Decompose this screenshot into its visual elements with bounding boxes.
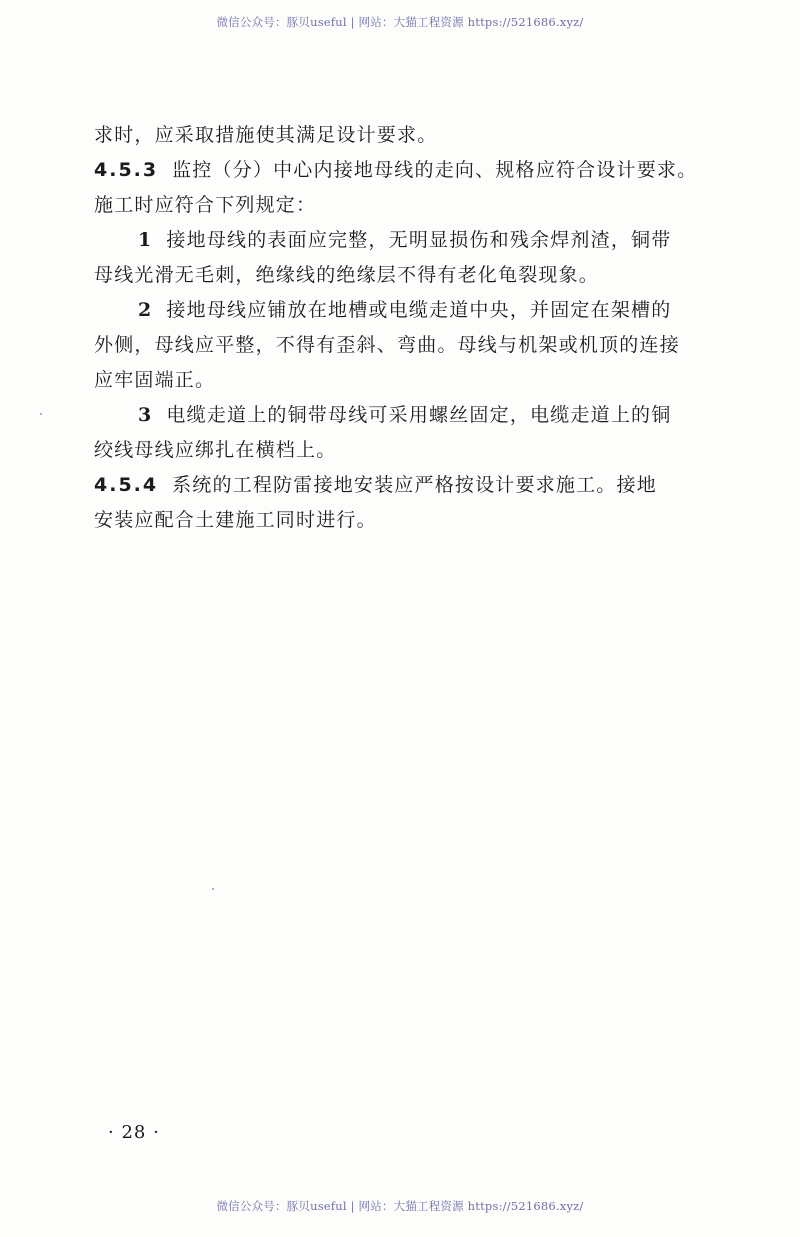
clause-number: 4.5.4	[94, 474, 159, 496]
item-number: 3	[138, 404, 153, 426]
watermark-top: 微信公众号：豚贝useful | 网站：大猫工程资源 https://521686.xyz/	[216, 15, 584, 29]
item-text: 接地母线应铺放在地槽或电缆走道中央，并固定在架槽的	[166, 299, 672, 321]
clause-4-5-3-line1	[94, 153, 724, 188]
clause-4-5-4-line2: 安装应配合土建施工同时进行。	[94, 509, 377, 531]
item-3-line2: 绞线母线应绑扎在横档上。	[94, 439, 337, 461]
text-line-continuation: 求时，应采取措施使其满足设计要求。	[94, 124, 438, 146]
clause-number: 4.5.3	[94, 159, 159, 181]
item-text: 接地母线的表面应完整，无明显损伤和残余焊剂渣，铜带	[166, 229, 672, 251]
scan-speck	[40, 413, 42, 415]
item-2-line1	[94, 293, 724, 328]
item-text: 电缆走道上的铜带母线可采用螺丝固定，电缆走道上的铜	[166, 404, 672, 426]
item-2-line3: 应牢固端正。	[94, 369, 216, 391]
item-3-line1	[94, 398, 724, 433]
item-1-line1	[94, 223, 724, 258]
item-1-line2: 母线光滑无毛刺，绝缘线的绝缘层不得有老化龟裂现象。	[94, 264, 600, 286]
clause-4-5-4-line1	[94, 468, 724, 503]
scan-speck	[212, 888, 214, 890]
item-2-line2: 外侧，母线应平整，不得有歪斜、弯曲。母线与机架或机顶的连接	[94, 334, 680, 356]
watermark-bottom: 微信公众号：豚贝useful | 网站：大猫工程资源 https://521686.xyz/	[216, 1199, 584, 1213]
clause-text: 系统的工程防雷接地安装应严格按设计要求施工。接地	[172, 474, 657, 496]
item-number: 2	[138, 299, 153, 321]
item-number: 1	[138, 229, 153, 251]
clause-4-5-3-line2: 施工时应符合下列规定：	[94, 194, 317, 216]
document-body	[94, 118, 724, 538]
page-number: · 28 ·	[108, 1122, 160, 1143]
clause-text: 监控（分）中心内接地母线的走向、规格应符合设计要求。	[172, 159, 698, 181]
